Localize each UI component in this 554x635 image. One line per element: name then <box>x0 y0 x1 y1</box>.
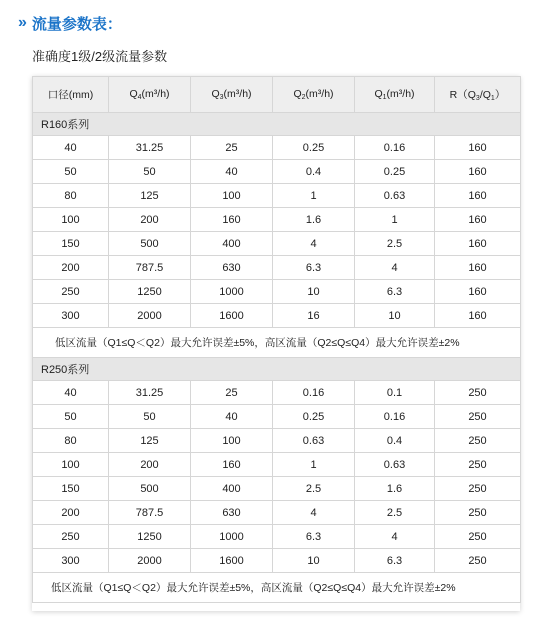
tolerance-note: 低区流量（Q1≤Q＜Q2）最大允许误差±5%，高区流量（Q2≤Q≤Q4）最大允许误差±2% <box>33 573 521 603</box>
table-cell: 630 <box>191 256 273 280</box>
table-cell: 160 <box>435 184 521 208</box>
table-cell: 1 <box>355 208 435 232</box>
series-row <box>33 358 521 381</box>
table-cell: 6.3 <box>273 525 355 549</box>
table-row <box>33 280 521 304</box>
table-cell: 25 <box>191 381 273 405</box>
table-cell: 200 <box>109 208 191 232</box>
table-cell: 25 <box>191 136 273 160</box>
table-row <box>33 501 521 525</box>
table-row <box>33 405 521 429</box>
table-cell: 125 <box>109 429 191 453</box>
table-cell: 0.4 <box>355 429 435 453</box>
table-row <box>33 160 521 184</box>
table-cell: 0.16 <box>355 136 435 160</box>
table-cell: 0.4 <box>273 160 355 184</box>
table-cell: 630 <box>191 501 273 525</box>
table-cell: 160 <box>435 208 521 232</box>
table-header-row <box>33 77 521 113</box>
table-row <box>33 304 521 328</box>
table-cell: 6.3 <box>355 280 435 304</box>
table-cell: 160 <box>191 208 273 232</box>
table-subtitle: 准确度1级/2级流量参数 <box>32 49 168 64</box>
table-cell: 250 <box>435 525 521 549</box>
table-row <box>33 232 521 256</box>
table-cell: 0.63 <box>355 184 435 208</box>
table-cell: 1 <box>273 184 355 208</box>
table-cell: 150 <box>33 477 109 501</box>
table-cell: 40 <box>33 136 109 160</box>
table-cell: 300 <box>33 549 109 573</box>
table-row <box>33 381 521 405</box>
table-cell: 50 <box>33 405 109 429</box>
table-cell: 2.5 <box>355 501 435 525</box>
table-cell: 250 <box>33 525 109 549</box>
table-cell: 2000 <box>109 304 191 328</box>
table-cell: 150 <box>33 232 109 256</box>
table-panel <box>32 76 520 611</box>
table-cell: 6.3 <box>273 256 355 280</box>
table-cell: 160 <box>435 136 521 160</box>
table-cell: 250 <box>435 549 521 573</box>
table-cell: 100 <box>33 453 109 477</box>
table-cell: 250 <box>435 381 521 405</box>
table-cell: 1600 <box>191 304 273 328</box>
tolerance-note: 低区流量（Q1≤Q＜Q2）最大允许误差±5%，高区流量（Q2≤Q≤Q4）最大允许误差±2% <box>33 328 521 358</box>
table-cell: 200 <box>33 256 109 280</box>
table-row <box>33 208 521 232</box>
series-label: R250系列 <box>33 358 521 381</box>
table-cell: 40 <box>191 405 273 429</box>
table-cell: 1250 <box>109 280 191 304</box>
table-cell: 400 <box>191 232 273 256</box>
header-q2: $Q_2(m^3/h)$ <box>273 77 355 113</box>
table-row <box>33 184 521 208</box>
table-cell: 10 <box>273 549 355 573</box>
table-cell: 4 <box>273 501 355 525</box>
table-cell: 250 <box>435 453 521 477</box>
table-cell: 1 <box>273 453 355 477</box>
table-cell: 16 <box>273 304 355 328</box>
table-cell: 787.5 <box>109 256 191 280</box>
table-cell: 4 <box>355 525 435 549</box>
table-row <box>33 549 521 573</box>
table-row <box>33 525 521 549</box>
table-cell: 160 <box>435 280 521 304</box>
table-cell: 200 <box>33 501 109 525</box>
series-row <box>33 113 521 136</box>
tolerance-note-row <box>33 573 521 603</box>
table-cell: 787.5 <box>109 501 191 525</box>
tolerance-note-row <box>33 328 521 358</box>
table-cell: 160 <box>435 256 521 280</box>
series-label: R160系列 <box>33 113 521 136</box>
table-cell: 2.5 <box>273 477 355 501</box>
table-cell: 10 <box>355 304 435 328</box>
table-cell: 2000 <box>109 549 191 573</box>
table-cell: 1000 <box>191 280 273 304</box>
table-cell: 4 <box>273 232 355 256</box>
table-cell: 100 <box>191 184 273 208</box>
table-cell: 250 <box>435 405 521 429</box>
section-heading <box>18 12 122 34</box>
table-cell: 0.63 <box>355 453 435 477</box>
table-cell: 0.25 <box>273 405 355 429</box>
header-q4: $Q_4(m^3/h)$ <box>109 77 191 113</box>
table-cell: 500 <box>109 477 191 501</box>
table-cell: 125 <box>109 184 191 208</box>
table-cell: 1600 <box>191 549 273 573</box>
table-cell: 80 <box>33 184 109 208</box>
table-cell: 100 <box>191 429 273 453</box>
table-cell: 31.25 <box>109 381 191 405</box>
header-q1: $Q_1(m^3/h)$ <box>355 77 435 113</box>
section-title: 流量参数表： <box>31 15 122 33</box>
table-cell: 250 <box>33 280 109 304</box>
table-cell: 160 <box>435 160 521 184</box>
table-cell: 2.5 <box>355 232 435 256</box>
table-cell: 0.16 <box>273 381 355 405</box>
table-cell: 0.16 <box>355 405 435 429</box>
table-cell: 1.6 <box>273 208 355 232</box>
header-q3: $Q_3(m^3/h)$ <box>191 77 273 113</box>
table-cell: 300 <box>33 304 109 328</box>
table-row <box>33 429 521 453</box>
table-cell: 200 <box>109 453 191 477</box>
table-cell: 0.25 <box>355 160 435 184</box>
table-cell: 6.3 <box>355 549 435 573</box>
table-cell: 500 <box>109 232 191 256</box>
double-chevron-icon: » <box>18 14 23 31</box>
table-cell: 50 <box>33 160 109 184</box>
table-cell: 40 <box>191 160 273 184</box>
table-cell: 10 <box>273 280 355 304</box>
header-diameter: 口径(mm) <box>33 77 109 113</box>
table-cell: 40 <box>33 381 109 405</box>
table-cell: 0.25 <box>273 136 355 160</box>
table-cell: 250 <box>435 477 521 501</box>
table-row <box>33 136 521 160</box>
table-row <box>33 453 521 477</box>
table-cell: 50 <box>109 160 191 184</box>
header-ratio: $R(Q_3/Q_1)$ <box>435 77 521 113</box>
table-cell: 160 <box>191 453 273 477</box>
table-cell: 160 <box>435 232 521 256</box>
table-cell: 100 <box>33 208 109 232</box>
flow-parameter-table <box>32 76 521 603</box>
table-cell: 250 <box>435 501 521 525</box>
table-cell: 250 <box>435 429 521 453</box>
table-row <box>33 477 521 501</box>
table-cell: 50 <box>109 405 191 429</box>
table-cell: 4 <box>355 256 435 280</box>
table-cell: 0.1 <box>355 381 435 405</box>
table-cell: 160 <box>435 304 521 328</box>
table-cell: 400 <box>191 477 273 501</box>
table-cell: 1000 <box>191 525 273 549</box>
table-cell: 0.63 <box>273 429 355 453</box>
table-cell: 31.25 <box>109 136 191 160</box>
table-row <box>33 256 521 280</box>
table-cell: 1250 <box>109 525 191 549</box>
table-cell: 80 <box>33 429 109 453</box>
table-cell: 1.6 <box>355 477 435 501</box>
